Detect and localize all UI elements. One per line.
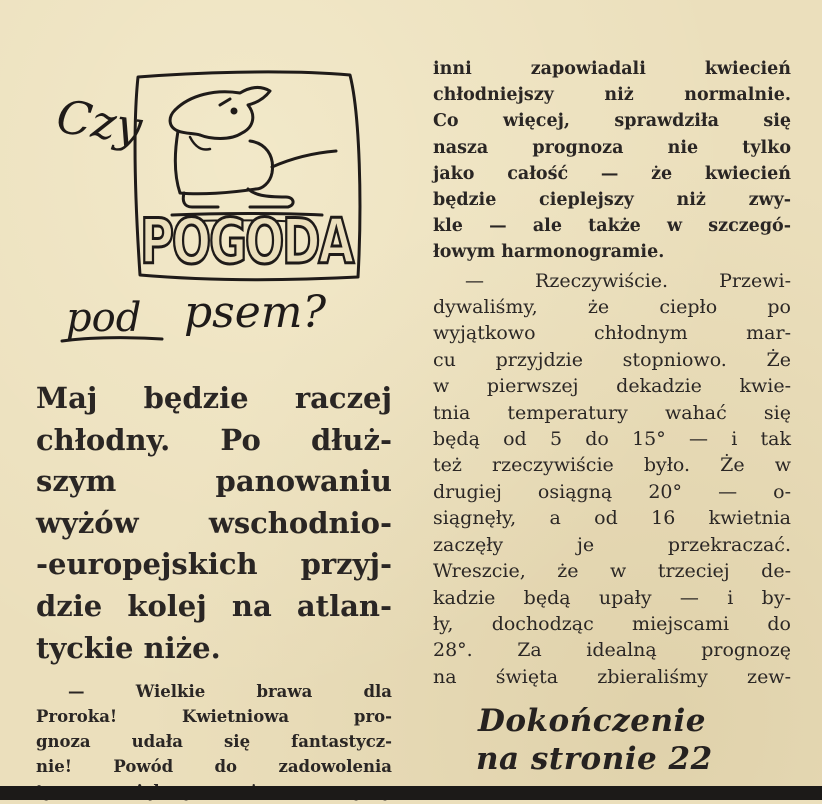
lead-line: wyżów wschodnio- bbox=[36, 505, 392, 540]
body-line: Proroka! Kwietniowa pro- bbox=[36, 707, 392, 727]
right-body-paragraph bbox=[433, 268, 791, 691]
right-column bbox=[433, 56, 791, 690]
illustration-handwritten-top: Czy bbox=[53, 88, 146, 155]
continuation-line-2: na stronie 22 bbox=[476, 741, 713, 777]
lead-line: -europejskich przyj- bbox=[36, 547, 392, 582]
body-line: zaczęły je przekraczać. bbox=[433, 533, 791, 556]
body-line: siągnęły, a od 16 kwietnia bbox=[433, 507, 791, 530]
body-line: Wreszcie, że w trzeciej de- bbox=[433, 560, 791, 583]
lead-line: chłodny. Po dłuż- bbox=[36, 422, 392, 457]
right-bold-paragraph bbox=[433, 56, 791, 266]
illustration-box-title: POGODA bbox=[140, 205, 355, 278]
body-line: — Rzeczywiście. Przewi- bbox=[465, 269, 791, 292]
body-line: inni zapowiadali kwiecień bbox=[433, 59, 791, 79]
scan-bottom-edge bbox=[0, 786, 822, 800]
body-line: tnia temperatury wahać się bbox=[433, 401, 791, 424]
body-line: też rzeczywiście było. Że w bbox=[433, 454, 791, 477]
body-line: będą od 5 do 15° — i tak bbox=[433, 428, 791, 451]
body-line: jako całość — że kwiecień bbox=[433, 163, 791, 184]
body-line: w pierwszej dekadzie kwie- bbox=[433, 375, 791, 398]
body-line: gnoza udała się fantastycz- bbox=[36, 732, 392, 752]
lead-line: Maj będzie raczej bbox=[36, 381, 392, 415]
body-line: kle — ale także w szczegó- bbox=[433, 216, 791, 237]
lead-line: tyckie niże. bbox=[36, 630, 221, 665]
body-line: — Wielkie brawa dla bbox=[68, 682, 392, 702]
body-line: nie! Powód do zadowolenia bbox=[36, 757, 392, 777]
illustration-handwritten-bottom-2: psem? bbox=[184, 287, 327, 338]
body-line: chłodniejszy niż normalnie. bbox=[433, 85, 791, 106]
pogoda-pod-psem-illustration bbox=[50, 55, 380, 355]
continuation-note bbox=[476, 702, 776, 778]
body-line: Co więcej, sprawdziła się bbox=[433, 111, 791, 132]
body-line: kadzie będą upały — i by- bbox=[433, 586, 791, 609]
continuation-line-1: Dokończenie bbox=[478, 703, 706, 739]
body-line: będzie cieplejszy niż zwy- bbox=[433, 190, 791, 211]
body-line: cu przyjdzie stopniowo. Że bbox=[433, 348, 791, 371]
body-line: drugiej osiągną 20° — o- bbox=[433, 480, 791, 503]
body-line: nasza prognoza nie tylko bbox=[433, 137, 791, 158]
body-line: wyjątkowo chłodnym mar- bbox=[433, 322, 791, 345]
body-line: dywaliśmy, że ciepło po bbox=[433, 296, 791, 319]
body-line: 28°. Za idealną prognozę bbox=[433, 639, 791, 662]
left-column bbox=[36, 378, 392, 804]
body-line: łowym harmonogramie. bbox=[433, 242, 665, 263]
illustration-handwritten-bottom-1: pod bbox=[66, 295, 142, 341]
lead-line: szym panowaniu bbox=[36, 464, 392, 499]
body-line: ły, dochodząc miejscami do bbox=[433, 612, 791, 635]
lead-paragraph bbox=[36, 378, 392, 669]
lead-line: dzie kolej na atlan- bbox=[36, 588, 392, 623]
dog-icon bbox=[170, 87, 336, 222]
body-line: na święta zbieraliśmy zew- bbox=[433, 665, 791, 688]
